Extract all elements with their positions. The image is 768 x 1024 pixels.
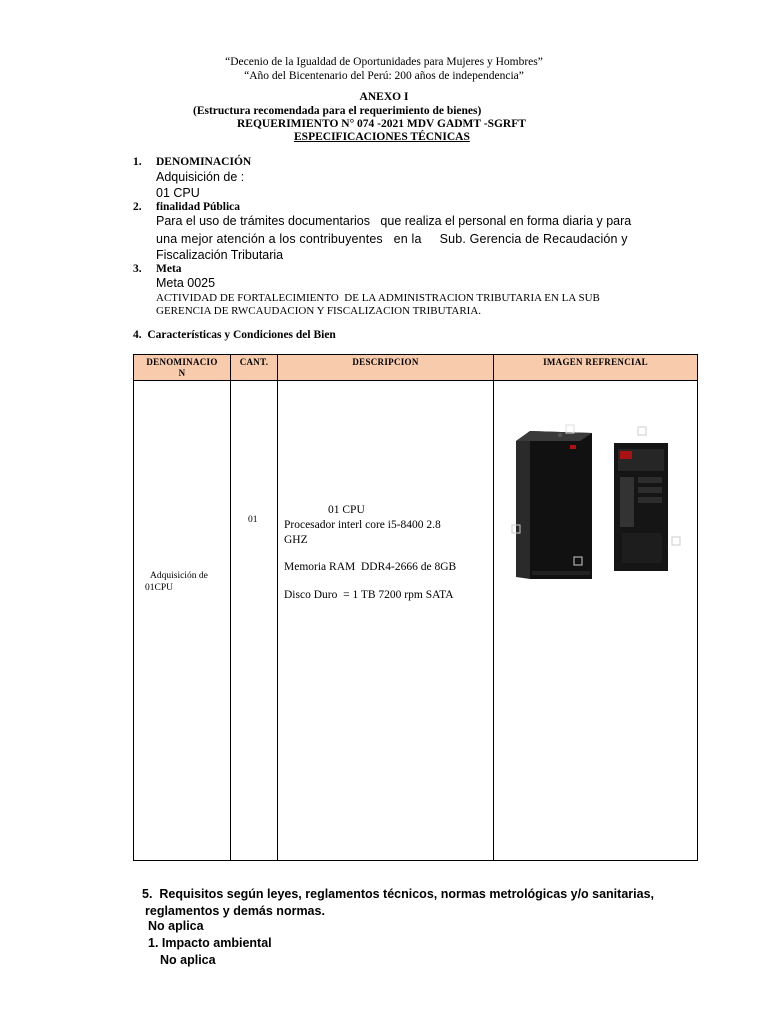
cell-cant (231, 381, 278, 861)
header-descripcion: DESCRIPCION (278, 355, 494, 381)
section-5-line-1: 5. Requisitos según leyes, reglamentos técnicos, normas metrológicas y/o sanitarias, (142, 887, 654, 901)
section-1-line-2: 01 CPU (156, 186, 200, 200)
section-1-number: 1. (133, 156, 142, 168)
section-3-number: 3. (133, 263, 142, 275)
header-denominacion-line-2: N (178, 367, 186, 378)
section-3-line-2: ACTIVIDAD DE FORTALECIMIENTO DE LA ADMINISTRACION TRIBUTARIA EN LA SUB (156, 292, 600, 304)
desc-title: 01 CPU (328, 504, 365, 516)
annex-title: ANEXO I (359, 91, 409, 103)
section-2-line-2: una mejor atención a los contribuyentes en la Sub. Gerencia de Recaudación y (156, 232, 628, 246)
cell-denominacion (134, 381, 231, 861)
table-header-row (134, 355, 698, 381)
desc-cpu-line-1: Procesador interl core i5-8400 2.8 (284, 519, 441, 531)
section-5-line-2: reglamentos y demás normas. (145, 904, 325, 918)
section-5-line-3: No aplica (148, 919, 204, 933)
motto-line-2: “Año del Bicentenario del Perú: 200 años de independencia” (244, 70, 524, 82)
denominacion-line-1: Adquisición de (150, 571, 208, 581)
section-3-line-1: Meta 0025 (156, 276, 216, 290)
structure-note: (Estructura recomendada para el requerimiento de bienes) (193, 105, 482, 117)
table-row (134, 381, 698, 861)
cell-descripcion (278, 381, 494, 861)
requirement-number: REQUERIMIENTO N° 074 -2021 MDV GADMT -SGRFT (237, 118, 526, 130)
section-4-title: 4. Características y Condiciones del Bien (133, 329, 336, 341)
specs-title: ESPECIFICACIONES TÉCNICAS (294, 131, 470, 143)
section-1-title: DENOMINACIÓN (156, 156, 252, 168)
section-5-line-5: No aplica (160, 953, 216, 967)
section-2-line-3: Fiscalización Tributaria (156, 248, 284, 262)
section-3-line-3: GERENCIA DE RWCAUDACION Y FISCALIZACION TRIBUTARIA. (156, 305, 482, 317)
header-denominacion-line-1: DENOMINACIO (146, 356, 218, 367)
header-imagen: IMAGEN REFRENCIAL (494, 355, 698, 381)
section-2-line-1: Para el uso de trámites documentarios que realiza el personal en forma diaria y para (156, 214, 632, 228)
header-denominacion (134, 355, 231, 381)
cant-value: 01 (248, 515, 258, 525)
desc-cpu-line-2: GHZ (284, 534, 308, 546)
section-3-title: Meta (156, 263, 182, 275)
header-cant: CANT. (231, 355, 278, 381)
section-2-title: finalidad Pública (156, 201, 241, 213)
section-2-number: 2. (133, 201, 142, 213)
section-1-line-1: Adquisición de : (156, 170, 245, 184)
denominacion-line-2: 01CPU (145, 583, 173, 593)
cell-imagen (494, 381, 698, 861)
characteristics-table (133, 354, 698, 861)
desc-disk: Disco Duro = 1 TB 7200 rpm SATA (284, 589, 454, 601)
desc-ram: Memoria RAM DDR4-2666 de 8GB (284, 561, 457, 573)
motto-line-1: “Decenio de la Igualdad de Oportunidades para Mujeres y Hombres” (225, 56, 543, 68)
section-5-line-4: 1. Impacto ambiental (148, 936, 272, 950)
cpu-tower-image (508, 421, 688, 601)
